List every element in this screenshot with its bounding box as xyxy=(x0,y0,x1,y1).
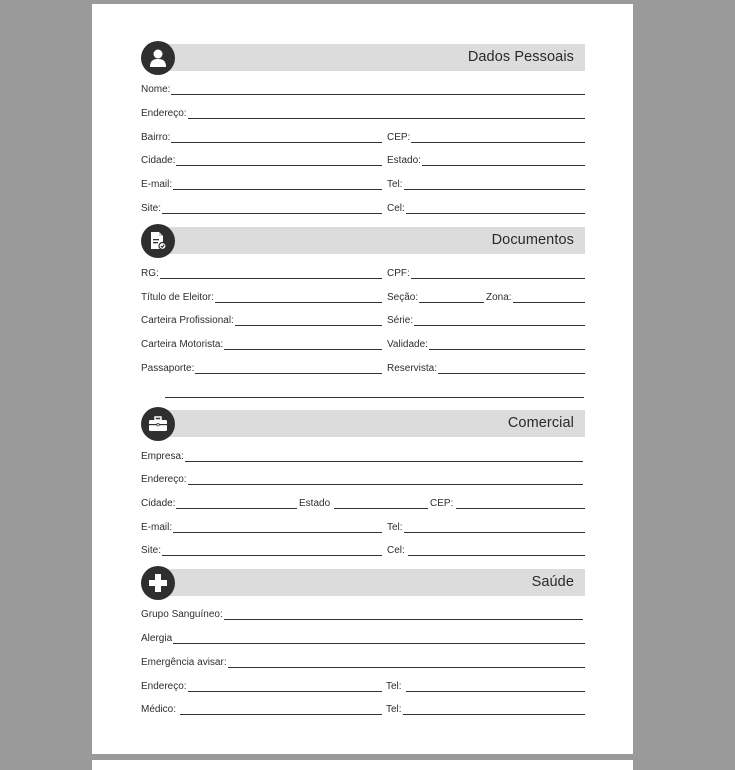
field-label: Tel: xyxy=(386,704,402,715)
field-label: Estado xyxy=(299,498,334,509)
field-label: Estado: xyxy=(387,155,421,166)
field-label: Alergia xyxy=(141,633,173,644)
field-label: CEP: xyxy=(430,498,456,509)
section-title: Dados Pessoais xyxy=(467,49,574,65)
field-label: Cidade: xyxy=(141,155,176,166)
field-comercial-endereco[interactable] xyxy=(141,473,585,485)
field-label: Validade: xyxy=(387,339,428,350)
field-titulo-secao-zona[interactable] xyxy=(141,291,585,303)
field-label: Tel: xyxy=(386,681,406,692)
section-dados-pessoais xyxy=(141,44,585,71)
section-title: Saúde xyxy=(531,574,574,590)
section-bar xyxy=(151,569,585,596)
field-grupo-sanguineo[interactable] xyxy=(141,608,585,620)
medical-cross-icon xyxy=(141,566,175,600)
field-emergencia[interactable] xyxy=(141,656,585,668)
field-label: Grupo Sanguíneo: xyxy=(141,609,223,620)
field-label: Site: xyxy=(141,545,162,556)
section-documentos xyxy=(141,227,585,254)
field-label: Série: xyxy=(387,315,414,326)
field-label: Título de Eleitor: xyxy=(141,292,214,303)
field-label: Bairro: xyxy=(141,132,171,143)
field-label: Carteira Motorista: xyxy=(141,339,224,350)
field-label: Cel: xyxy=(387,203,405,214)
field-label: Reservista: xyxy=(387,363,438,374)
section-saude xyxy=(141,569,585,596)
field-label: Tel: xyxy=(387,522,403,533)
field-label: Nome: xyxy=(141,84,171,95)
field-label: Cidade: xyxy=(141,498,176,509)
field-label: E-mail: xyxy=(141,179,173,190)
next-page-edge xyxy=(92,760,633,770)
field-saude-endereco-tel[interactable] xyxy=(141,680,585,692)
field-label: Cel: xyxy=(387,545,408,556)
field-alergia[interactable] xyxy=(141,632,585,644)
field-cidade-estado[interactable] xyxy=(141,154,585,166)
person-icon xyxy=(141,41,175,75)
field-passaporte-reservista[interactable] xyxy=(141,362,585,374)
field-email-tel[interactable] xyxy=(141,178,585,190)
field-label: CPF: xyxy=(387,268,410,279)
section-title: Comercial xyxy=(507,415,574,431)
field-nome[interactable] xyxy=(141,83,585,95)
field-comercial-cidade-estado-cep[interactable] xyxy=(141,497,585,509)
field-empresa[interactable] xyxy=(141,450,585,462)
section-comercial xyxy=(141,410,585,437)
field-comercial-email-tel[interactable] xyxy=(141,521,585,533)
field-label: Endereço: xyxy=(141,681,187,692)
field-label: Carteira Profissional: xyxy=(141,315,234,326)
section-title: Documentos xyxy=(491,232,574,248)
field-rg-cpf[interactable] xyxy=(141,267,585,279)
field-carteira-prof-serie[interactable] xyxy=(141,314,585,326)
field-label: CEP: xyxy=(387,132,411,143)
field-medico-tel[interactable] xyxy=(141,703,585,715)
field-label: RG: xyxy=(141,268,159,279)
field-label: Seção: xyxy=(387,292,419,303)
field-label: Empresa: xyxy=(141,451,184,462)
field-label: Endereço: xyxy=(141,108,187,119)
field-endereco[interactable] xyxy=(141,107,585,119)
briefcase-icon xyxy=(141,407,175,441)
field-label: Endereço: xyxy=(141,474,187,485)
field-site-cel[interactable] xyxy=(141,202,585,214)
field-carteira-mot-validade[interactable] xyxy=(141,338,585,350)
field-comercial-site-cel[interactable] xyxy=(141,544,585,556)
form-page xyxy=(92,4,633,754)
field-label: Site: xyxy=(141,203,162,214)
field-label: Médico: xyxy=(141,704,180,715)
field-blank-line[interactable] xyxy=(141,386,585,398)
field-label: Emergência avisar: xyxy=(141,657,227,668)
document-icon xyxy=(141,224,175,258)
field-label: E-mail: xyxy=(141,522,173,533)
field-bairro-cep[interactable] xyxy=(141,131,585,143)
field-label: Zona: xyxy=(486,292,512,303)
field-label: Passaporte: xyxy=(141,363,195,374)
field-label: Tel: xyxy=(387,179,403,190)
